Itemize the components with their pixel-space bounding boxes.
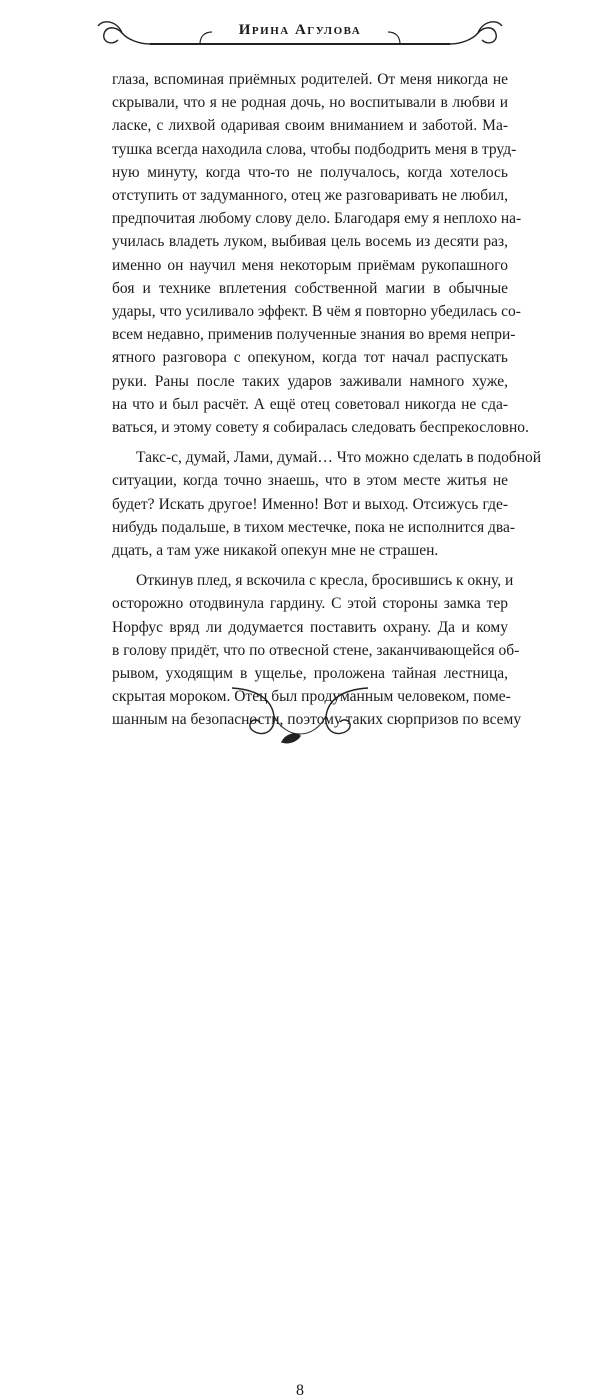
text-line: дцать, а там уже никакой опекун мне не страшен. [112, 542, 439, 560]
paragraph-2 [112, 446, 542, 562]
text-line: рывом, уходящим в ущелье, проложена тайная лестница, [112, 665, 508, 683]
text-line: тушка всегда находила слова, чтобы подбодрить меня в труд- [112, 140, 517, 158]
text-line: ятного разговора с опекуном, когда тот начал распускать [112, 349, 508, 367]
text-line: ную минуту, когда что-то не получалось, когда хотелось [112, 163, 508, 181]
running-header [0, 0, 600, 64]
text-line: глаза, вспоминая приёмных родителей. От меня никогда не [112, 71, 508, 88]
page-number: 8 [296, 1382, 304, 1399]
text-line: предпочитая любому слову дело. Благодаря ему я неплохо на- [112, 210, 522, 228]
text-line: боя и технике вплетения собственной магии в обычные [112, 279, 508, 297]
text-line: ситуации, когда точно знаешь, что в этом месте житья не [112, 472, 508, 490]
text-line: Норфус вряд ли додумается поставить охрану. Да и кому [112, 618, 508, 636]
text-line: ваться, и этому совету я собиралась следовать беспрекословно. [112, 419, 529, 437]
text-line: всем недавно, применив полученные знания во время непри- [112, 326, 516, 344]
text-line: нибудь подальше, в тихом местечке, пока не исполнится два- [112, 518, 516, 536]
text-line: скрытая мороком. Отец был продуманным человеком, поме- [112, 688, 511, 706]
page-footer [0, 676, 600, 1399]
paragraph-1 [112, 68, 529, 439]
text-line: ласке, с лихвой одаривая своим вниманием и заботой. Ма- [112, 117, 508, 135]
text-line: училась владеть луком, выбивая цель восемь из десяти раз, [112, 233, 508, 251]
text-line: Откинув плед, я вскочила с кресла, бросившись к окну, и [136, 572, 514, 590]
text-line: на что и был расчёт. А ещё отец советовал никогда не сда- [112, 395, 508, 413]
text-line: Такс-с, думай, Лами, думай… Что можно сделать в подобной [136, 449, 542, 467]
page-body [112, 68, 542, 739]
text-line: в голову придёт, что по отвесной стене, заканчивающейся об- [112, 641, 520, 659]
author-name: Ирина Агулова [238, 22, 362, 38]
text-line: осторожно отодвинула гардину. С этой стороны замка тер [112, 595, 508, 613]
text-line: шанным на безопасности, поэтому таких сюрпризов по всему [112, 711, 522, 729]
text-line: отступить от задуманного, отец же разговаривать не любил, [112, 187, 508, 205]
text-line: будет? Искать другое! Именно! Вот и выход. Отсижусь где- [112, 495, 508, 513]
text-line: удары, что усиливало эффект. В чём я повторно убедилась со- [112, 303, 521, 321]
text-line: именно он научил меня некоторым приёмам рукопашного [112, 256, 508, 274]
text-line: скрывали, что я не родная дочь, но воспитывали в любви и [112, 94, 508, 112]
footer-ornament [0, 676, 600, 746]
text-line: руки. Раны после таких ударов заживали намного хуже, [112, 372, 508, 390]
